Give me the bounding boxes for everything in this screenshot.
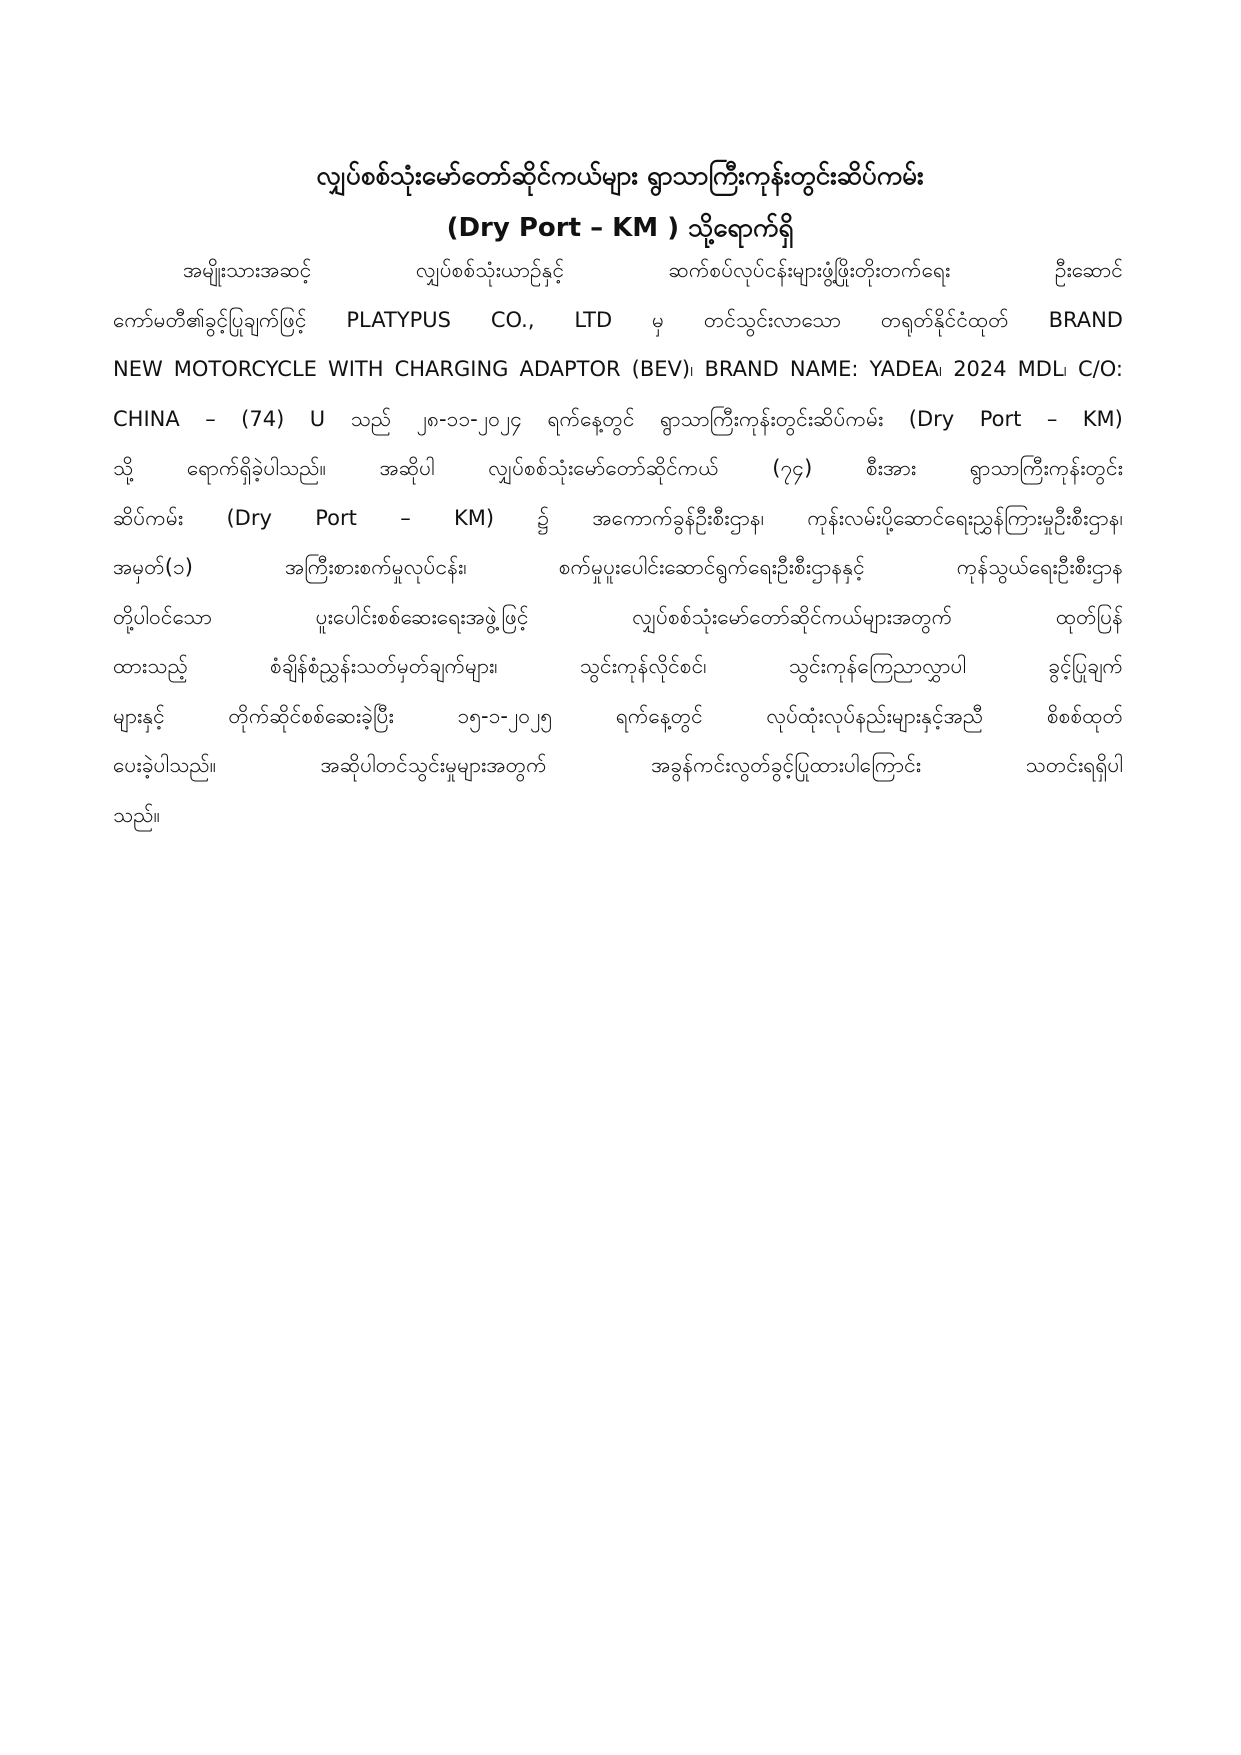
body-paragraph	[113, 246, 1123, 840]
body-line-6: ဆိပ်ကမ်း (Dry Port – KM) ၌ အကောက်ခွန်ဦးစီးဌာန၊ ကုန်းလမ်းပို့ဆောင်ရေးညွှန်ကြားမှုဦးစီးဌာန၊	[113, 505, 1123, 530]
body-line-2: ကော်မတီ၏ခွင့်ပြုချက်ဖြင့် PLATYPUS CO., LTD မှ တင်သွင်းလာသော တရုတ်နိုင်ငံထုတ် BRAND	[113, 307, 1123, 332]
body-line-1: အမျိုးသားအဆင့် လျှပ်စစ်သုံးယာဉ်နှင့် ဆက်စပ်လုပ်ငန်းများဖွံ့ဖြိုးတိုးတက်ရေး ဦးဆောင်	[183, 258, 1123, 282]
body-line-4: CHINA – (74) U သည် ၂၈-၁၁-၂၀၂၄ ရက်နေ့တွင် ရွာသာကြီးကုန်းတွင်းဆိပ်ကမ်း (Dry Port – KM)	[113, 406, 1123, 431]
body-line-9: ထားသည့် စံချိန်စံညွှန်းသတ်မှတ်ချက်များ၊ သွင်းကုန်လိုင်စင်၊ သွင်းကုန်ကြေညာလွှာပါ ခွင့်ပြုချက်	[113, 654, 1123, 678]
body-line-3: NEW MOTORCYCLE WITH CHARGING ADAPTOR (BEV)၊ BRAND NAME: YADEA၊ 2024 MDL၊ C/O:	[113, 357, 1123, 381]
body-line-8: တို့ပါဝင်သော ပူးပေါင်းစစ်ဆေးရေးအဖွဲ့ဖြင့် လျှပ်စစ်သုံးမော်တော်ဆိုင်ကယ်များအတွက် ထုတ်ပြန်	[113, 604, 1123, 629]
body-line-11: ပေးခဲ့ပါသည်။ အဆိုပါတင်သွင်းမှုများအတွက် အခွန်ကင်းလွတ်ခွင့်ပြုထားပါကြောင်း သတင်းရရှိပါ	[113, 753, 1123, 777]
body-line-12: သည်။	[113, 802, 160, 827]
title-line-2: (Dry Port – KM ) သို့ရောက်ရှိ	[446, 213, 794, 243]
body-line-7: အမှတ်(၁) အကြီးစားစက်မှုလုပ်ငန်း၊ စက်မှုပူးပေါင်းဆောင်ရွက်ရေးဦးစီးဌာနနှင့် ကုန်သွယ်ရေးဦးစီးဌာန	[113, 555, 1123, 579]
document-title	[120, 150, 1120, 254]
title-line-1: လျှပ်စစ်သုံးမော်တော်ဆိုင်ကယ်များ ရွာသာကြီးကုန်းတွင်းဆိပ်ကမ်း	[316, 161, 924, 191]
body-line-10: များနှင့် တိုက်ဆိုင်စစ်ဆေးခဲ့ပြီး ၁၅-၁-၂၀၂၅ ရက်နေ့တွင် လုပ်ထုံးလုပ်နည်းများနှင့်အညီ စိစစ်ထုတ်	[113, 703, 1123, 728]
body-line-5: သို့ ရောက်ရှိခဲ့ပါသည်။ အဆိုပါ လျှပ်စစ်သုံးမော်တော်ဆိုင်ကယ် (၇၄) စီးအား ရွာသာကြီးကုန်းတွင်း	[113, 456, 1123, 480]
